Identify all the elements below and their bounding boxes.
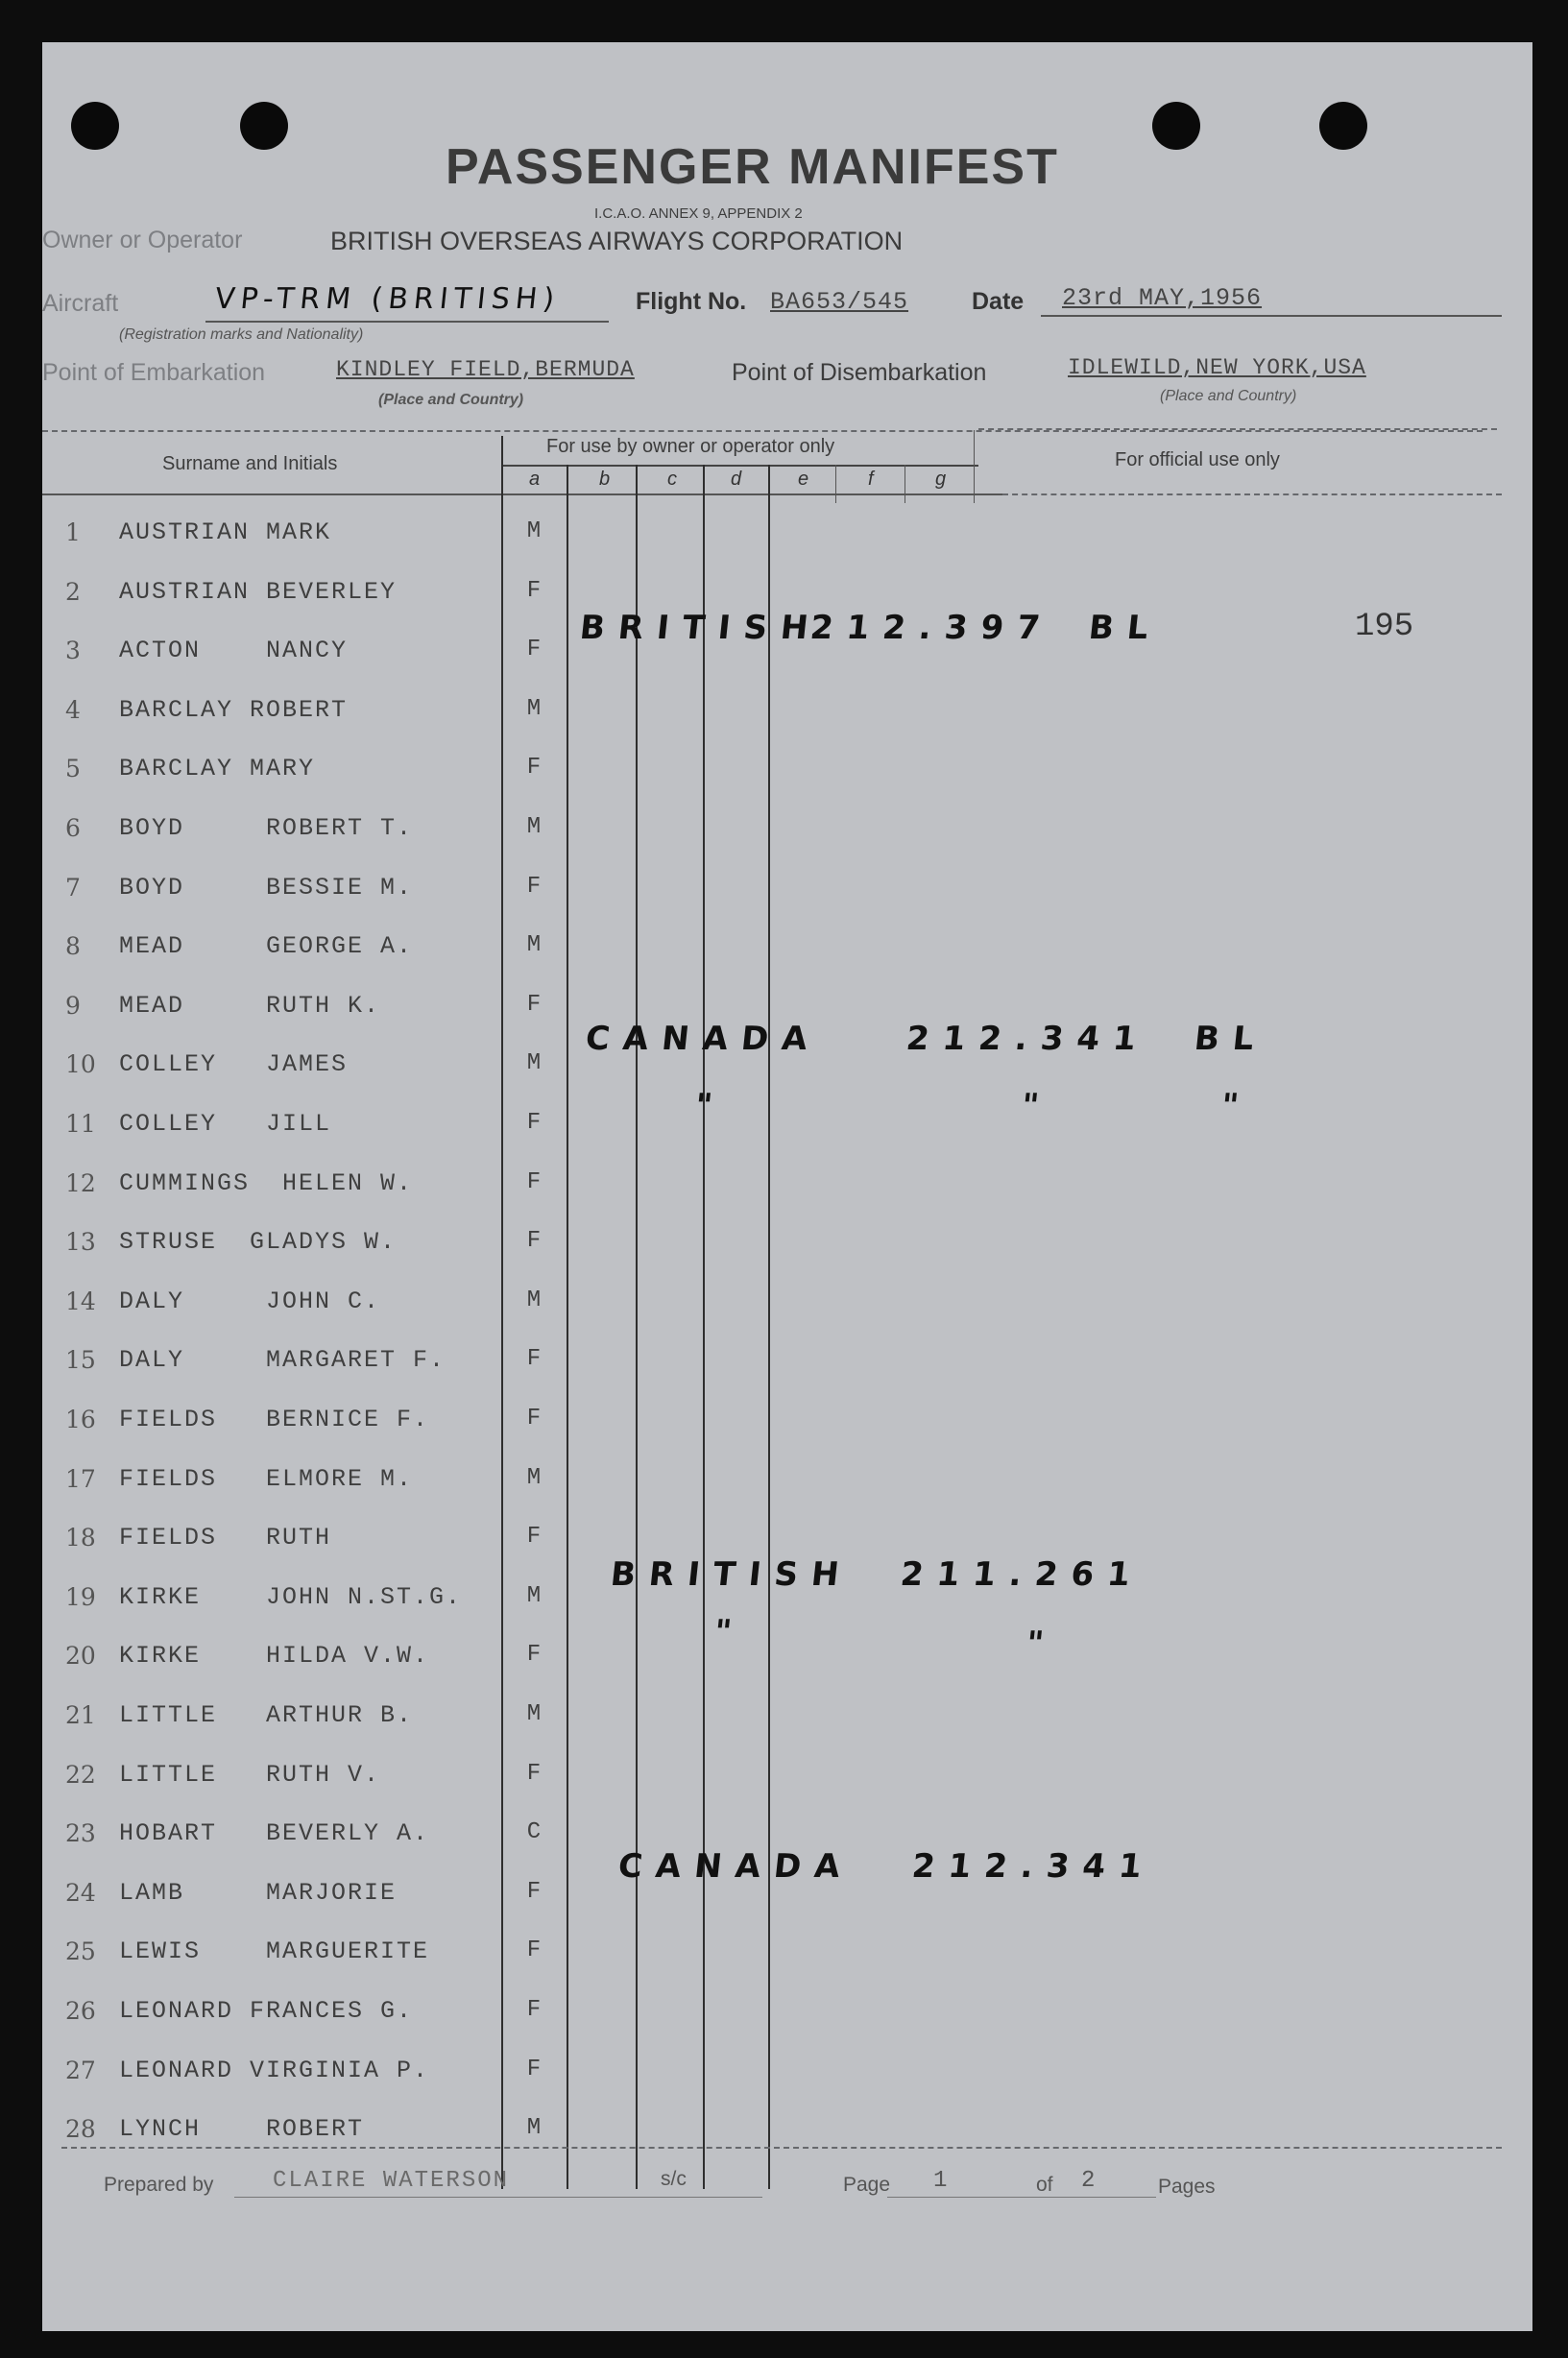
passenger-name: BOYD BESSIE M.	[119, 874, 414, 902]
pages-label: Pages	[1158, 2176, 1216, 2198]
passenger-sex: M	[526, 814, 542, 840]
passenger-name: AUSTRIAN MARK	[119, 518, 332, 546]
row24-number: 212.341	[909, 1847, 1157, 1886]
table-top-rule	[42, 430, 1483, 432]
row-number: 6	[65, 814, 81, 842]
row-number: 11	[65, 1110, 96, 1138]
table-row	[42, 932, 1532, 990]
passenger-name: LYNCH ROBERT	[119, 2115, 365, 2143]
passenger-name: FIELDS ELMORE M.	[119, 1465, 414, 1493]
passenger-sex: M	[526, 2115, 542, 2141]
passenger-sex: F	[526, 1169, 542, 1195]
row-number: 20	[65, 1642, 96, 1670]
passenger-sex: F	[526, 1879, 542, 1905]
row3-initials: BL	[1086, 609, 1164, 647]
total-pages-value: 2	[1081, 2168, 1096, 2194]
row-number: 24	[65, 1879, 96, 1907]
passenger-name: LAMB MARJORIE	[119, 1879, 398, 1907]
row-number: 13	[65, 1228, 96, 1256]
passenger-name: CUMMINGS HELEN W.	[119, 1169, 414, 1197]
passenger-sex: M	[526, 1701, 542, 1727]
table-row	[42, 2057, 1532, 2114]
row-number: 5	[65, 755, 81, 782]
passenger-name: FIELDS RUTH	[119, 1524, 332, 1552]
table-row	[42, 696, 1532, 754]
row10-nationality: CANADA	[583, 1020, 823, 1058]
prepared-by-label: Prepared by	[104, 2174, 214, 2196]
passenger-sex: M	[526, 1465, 542, 1491]
passenger-sex: F	[526, 578, 542, 604]
row19-number: 211.261	[898, 1555, 1146, 1594]
table-row	[42, 1406, 1532, 1463]
col-letter-a: a	[529, 469, 541, 490]
row11-ditto-2: "	[1019, 1087, 1054, 1125]
col-letter-e: e	[798, 469, 809, 490]
row11-ditto-3: "	[1218, 1087, 1254, 1125]
col-divider-e	[835, 465, 836, 503]
table-row	[42, 1937, 1532, 1995]
prepared-by-value: CLAIRE WATERSON	[273, 2168, 510, 2194]
table-row	[42, 1110, 1532, 1167]
punch-hole-left-2	[240, 102, 288, 150]
passenger-sex: F	[526, 637, 542, 662]
header-bottom-rule-right	[1002, 493, 1502, 495]
row-number: 3	[65, 637, 81, 664]
passenger-sex: F	[526, 1524, 542, 1550]
col-letter-g: g	[935, 469, 947, 490]
embark-caption: (Place and Country)	[378, 392, 524, 408]
passenger-sex: F	[526, 1228, 542, 1254]
row-number: 16	[65, 1406, 96, 1433]
row10-initials: BL	[1192, 1020, 1269, 1058]
disembark-value: IDLEWILD,NEW YORK,USA	[1068, 355, 1366, 380]
table-row	[42, 1050, 1532, 1108]
row-number: 7	[65, 874, 81, 902]
row-number: 8	[65, 932, 81, 960]
passenger-name: LEWIS MARGUERITE	[119, 1937, 430, 1965]
row-number: 21	[65, 1701, 96, 1729]
official-header-rule	[978, 428, 1497, 430]
table-row	[42, 874, 1532, 931]
passenger-sex: F	[526, 1406, 542, 1432]
passenger-sex: M	[526, 1583, 542, 1609]
passenger-sex: F	[526, 992, 542, 1018]
passenger-name: LITTLE RUTH V.	[119, 1761, 381, 1789]
aircraft-underline	[205, 321, 609, 323]
aircraft-label: Aircraft	[42, 290, 119, 317]
embark-value: KINDLEY FIELD,BERMUDA	[336, 357, 635, 382]
prepared-underline	[234, 2197, 762, 2198]
col-letter-f: f	[868, 469, 874, 490]
col-letter-d: d	[731, 469, 742, 490]
passenger-name: AUSTRIAN BEVERLEY	[119, 578, 398, 606]
row11-ditto-1: "	[692, 1087, 728, 1125]
owner-label: Owner or Operator	[42, 227, 243, 253]
passenger-name: COLLEY JILL	[119, 1110, 332, 1138]
col-letter-b: b	[599, 469, 611, 490]
row-number: 22	[65, 1761, 96, 1789]
passenger-sex: F	[526, 874, 542, 900]
disembark-label: Point of Disembarkation	[732, 359, 987, 386]
row3-nationality: BRITISH	[577, 609, 824, 647]
passenger-name: FIELDS BERNICE F.	[119, 1406, 430, 1433]
passenger-sex: F	[526, 1761, 542, 1787]
operator-header: For use by owner or operator only	[546, 436, 835, 457]
row10-number: 212.341	[904, 1020, 1151, 1058]
operator-header-rule	[503, 465, 978, 467]
prepared-by-suffix: s/c	[661, 2168, 687, 2190]
flight-value: BA653/545	[770, 288, 909, 316]
table-row	[42, 1465, 1532, 1523]
table-row	[42, 1879, 1532, 1937]
passenger-name: DALY MARGARET F.	[119, 1346, 446, 1374]
punch-hole-right-1	[1152, 102, 1200, 150]
passenger-sex: M	[526, 1050, 542, 1076]
passenger-name: KIRKE HILDA V.W.	[119, 1642, 430, 1670]
table-row	[42, 518, 1532, 576]
date-label: Date	[972, 288, 1025, 315]
passenger-name: LITTLE ARTHUR B.	[119, 1701, 414, 1729]
passenger-sex: F	[526, 2057, 542, 2082]
disembark-caption: (Place and Country)	[1160, 388, 1297, 404]
punch-hole-right-2	[1319, 102, 1367, 150]
document-subtitle: I.C.A.O. ANNEX 9, APPENDIX 2	[594, 205, 803, 222]
passenger-name: MEAD RUTH K.	[119, 992, 381, 1020]
passenger-name: KIRKE JOHN N.ST.G.	[119, 1583, 463, 1611]
table-row	[42, 1346, 1532, 1404]
passenger-sex: F	[526, 1937, 542, 1963]
passenger-name: DALY JOHN C.	[119, 1287, 381, 1315]
col-divider-g	[974, 430, 975, 503]
row-number: 19	[65, 1583, 96, 1611]
document-title: PASSENGER MANIFEST	[446, 139, 1059, 195]
col-letter-c: c	[667, 469, 677, 490]
row20-ditto-2: "	[1024, 1624, 1059, 1663]
punch-hole-left-1	[71, 102, 119, 150]
date-underline	[1041, 315, 1502, 317]
passenger-name: LEONARD FRANCES G.	[119, 1997, 414, 2025]
row-number: 14	[65, 1287, 96, 1315]
passenger-name: HOBART BEVERLY A.	[119, 1819, 430, 1847]
row-number: 23	[65, 1819, 96, 1847]
row3-official-number: 195	[1355, 609, 1414, 645]
passenger-name: LEONARD VIRGINIA P.	[119, 2057, 430, 2084]
row3-number: 212.397	[808, 609, 1055, 647]
table-row	[42, 1997, 1532, 2055]
row-number: 25	[65, 1937, 96, 1965]
row-number: 27	[65, 2057, 96, 2084]
page-underline	[887, 2197, 1156, 2198]
header-bottom-rule	[42, 493, 1002, 495]
flight-label: Flight No.	[636, 288, 747, 315]
row19-nationality: BRITISH	[608, 1555, 855, 1594]
table-row	[42, 1642, 1532, 1699]
passenger-name: ACTON NANCY	[119, 637, 349, 664]
row-number: 9	[65, 992, 81, 1020]
row-number: 4	[65, 696, 81, 724]
owner-value: BRITISH OVERSEAS AIRWAYS CORPORATION	[330, 227, 904, 255]
row-number: 15	[65, 1346, 96, 1374]
row20-ditto-1: "	[712, 1613, 747, 1651]
row-number: 17	[65, 1465, 96, 1493]
row-number: 2	[65, 578, 81, 606]
passenger-name: MEAD GEORGE A.	[119, 932, 414, 960]
manifest-sheet	[42, 42, 1532, 2331]
official-header: For official use only	[1115, 449, 1280, 470]
row-number: 18	[65, 1524, 96, 1552]
row-number: 12	[65, 1169, 96, 1197]
aircraft-value: VP-TRM (BRITISH)	[213, 282, 562, 316]
passenger-name: BARCLAY MARY	[119, 755, 316, 782]
table-row	[42, 755, 1532, 812]
table-row	[42, 1169, 1532, 1227]
passenger-sex: F	[526, 755, 542, 781]
passenger-sex: F	[526, 1997, 542, 2023]
passenger-sex: M	[526, 518, 542, 544]
passenger-sex: M	[526, 696, 542, 722]
of-label: of	[1036, 2174, 1053, 2196]
embark-label: Point of Embarkation	[42, 359, 266, 386]
passenger-name: BARCLAY ROBERT	[119, 696, 349, 724]
date-value: 23rd MAY,1956	[1062, 284, 1263, 312]
row-number: 1	[65, 518, 81, 546]
surname-header: Surname and Initials	[162, 453, 338, 474]
passenger-sex: F	[526, 1642, 542, 1668]
row-number: 10	[65, 1050, 96, 1078]
passenger-name: BOYD ROBERT T.	[119, 814, 414, 842]
table-row	[42, 1701, 1532, 1759]
footer-top-rule	[61, 2147, 1502, 2149]
row24-nationality: CANADA	[615, 1847, 856, 1886]
row-number: 28	[65, 2115, 96, 2143]
passenger-sex: M	[526, 932, 542, 958]
page-label: Page	[843, 2174, 891, 2196]
passenger-sex: F	[526, 1110, 542, 1136]
table-row	[42, 2115, 1532, 2173]
table-row	[42, 814, 1532, 872]
table-row	[42, 1228, 1532, 1286]
table-row	[42, 1761, 1532, 1818]
aircraft-caption: (Registration marks and Nationality)	[119, 326, 364, 343]
passenger-name: COLLEY JAMES	[119, 1050, 349, 1078]
row-number: 26	[65, 1997, 96, 2025]
table-row	[42, 1287, 1532, 1345]
passenger-sex: F	[526, 1346, 542, 1372]
passenger-name: STRUSE GLADYS W.	[119, 1228, 398, 1256]
passenger-sex: C	[526, 1819, 542, 1845]
passenger-sex: M	[526, 1287, 542, 1313]
page-value: 1	[933, 2168, 948, 2194]
